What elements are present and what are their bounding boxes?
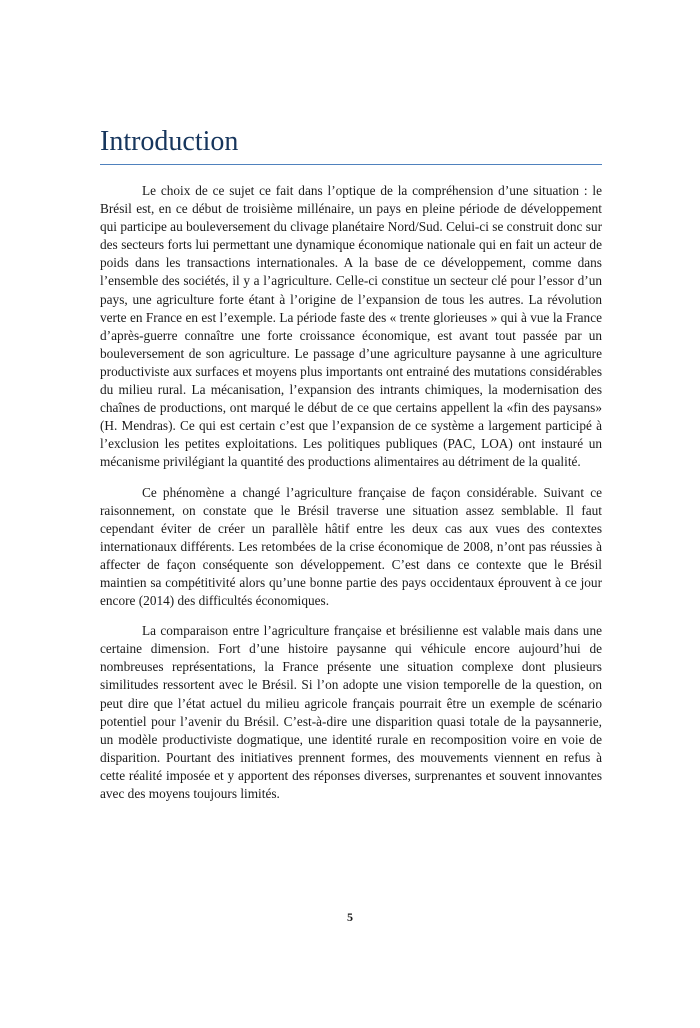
page-heading: Introduction [100,124,602,165]
paragraph-3: La comparaison entre l’agriculture française et brésilienne est valable mais dans une certaine dimension. Fort d’une histoire paysanne qui véhicule encore aujourd’hui de nombreuses représentations, la France présente une situation complexe dont plusieurs similitudes ressortent avec le Brésil. Si l’on adopte une vision temporelle de la question, on peut dire que l’état actuel du milieu agricole français pourrait être un exemple de scénario potentiel pour l’avenir du Brésil. C’est-à-dire une disparition quasi totale de la paysannerie, un modèle productiviste dogmatique, une identité rurale en recomposition voire en voie de disparition. Pourtant des initiatives prennent formes, des mouvements viennent en refus à cette réalité imposée et y apportent des réponses diverses, surprenantes et souvent innovantes avec des moyens toujours limités. [100,623,602,801]
page-number: 5 [347,910,353,924]
paragraph-2: Ce phénomène a changé l’agriculture française de façon considérable. Suivant ce raisonnement, on constate que le Brésil traverse une situation assez semblable. Il faut cependant éviter de créer un parallèle hâtif entre les deux cas aux vues des contextes internationaux différents. Les retombées de la crise économique de 2008, n’ont pas réussies à affecter de façon conséquente son développement. C’est dans ce contexte que le Brésil maintien sa compétitivité alors qu’une bonne partie des pays occidentaux éprouvent à ce jour encore (2014) des difficultés économiques. [100,484,602,609]
document-body [100,182,602,815]
paragraph-1: Le choix de ce sujet ce fait dans l’optique de la compréhension d’une situation : le Brésil est, en ce début de troisième millénaire, un pays en pleine période de développement qui participe au bouleversement du clivage planétaire Nord/Sud. Celui-ci se construit donc sur des secteurs forts lui permettant une dynamique économique nationale qui en fait un acteur de poids dans les transactions internationales. A la base de ce développement, comme dans l’ensemble des sociétés, il y a l’agriculture. Celle-ci constitue un secteur clé pour l’essor d’un pays, une agriculture forte étant à l’origine de l’expansion de tous les autres. La révolution verte en France en est l’exemple. La période faste des « trente glorieuses » qui à vue la France d’après-guerre connaître une forte croissance économique, est avant tout passée par un bouleversement de son agriculture. Le passage d’une agriculture paysanne à une agriculture productiviste aux surfaces et moyens plus importants ont entrainé des mutations considérables du milieu rural. La mécanisation, l’expansion des intrants chimiques, la modernisation des chaînes de productions, ont marqué le début de ce que certains appellent la «fin des paysans» (H. Mendras). Ce qui est certain c’est que l’expansion de ce système a largement participé à l’exclusion les petites exploitations. Les politiques publiques (PAC, LOA) ont instauré un mécanisme privilégiant la quantité des productions alimentaires au détriment de la qualité. [100,183,602,470]
